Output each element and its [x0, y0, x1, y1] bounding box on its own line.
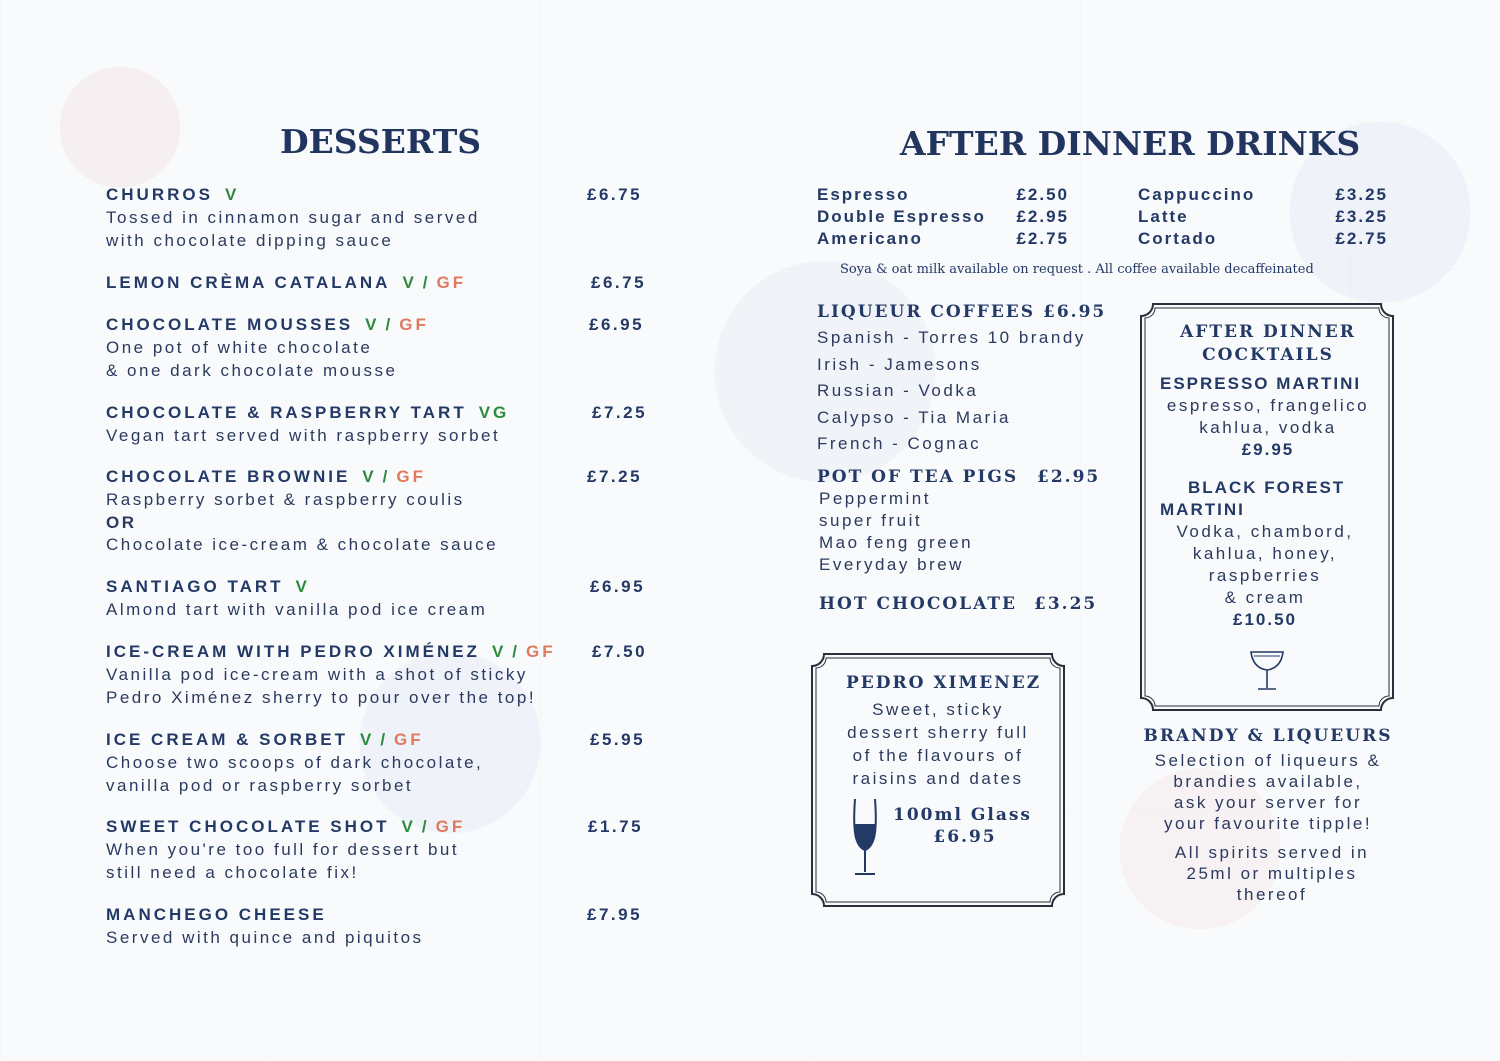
- badge-separator: /: [422, 273, 431, 292]
- dessert-description-line: with chocolate dipping sauce: [106, 230, 394, 250]
- black-forest-name-2: MARTINI: [1160, 500, 1245, 519]
- coffee-price: £2.95: [1016, 207, 1069, 226]
- spirits-note: [1147, 842, 1397, 905]
- liqueur-coffee-item: French - Cognac: [817, 434, 982, 453]
- cocktails-title-1: AFTER DINNER: [1180, 322, 1356, 342]
- coffee-name: Latte: [1138, 207, 1189, 226]
- espresso-martini-description: [1143, 395, 1393, 461]
- cocktails-title-2: COCKTAILS: [1202, 345, 1334, 365]
- dessert-item: [106, 730, 483, 797]
- pedro-line: of the flavours of: [852, 746, 1024, 765]
- dessert-description-line: One pot of white chocolate: [106, 338, 373, 357]
- dessert-name: MANCHEGO CHEESE: [106, 905, 327, 924]
- coffee-item: [817, 184, 1069, 206]
- gluten-free-badge: GF: [394, 730, 424, 749]
- dessert-item: [106, 577, 487, 622]
- tea-item: super fruit: [819, 511, 923, 530]
- liqueur-coffee-item: Irish - Jamesons: [817, 354, 982, 374]
- spirits-line: 25ml or multiples: [1186, 864, 1358, 883]
- brandy-description: [1143, 750, 1393, 834]
- dessert-description-line: & one dark chocolate mousse: [106, 360, 398, 380]
- dessert-description-line: Choose two scoops of dark chocolate,: [106, 753, 484, 772]
- dessert-name: ICE CREAM & SORBET: [106, 730, 348, 749]
- vegetarian-badge: V: [362, 467, 377, 486]
- brandy-line: ask your server for: [1173, 793, 1363, 812]
- dessert-description-line: still need a chocolate fix!: [106, 862, 359, 882]
- pedro-description: [818, 698, 1058, 790]
- dessert-description-line: OR: [106, 512, 137, 532]
- dessert-price: £5.95: [590, 730, 646, 749]
- dessert-name-line: [106, 403, 509, 425]
- dessert-description-line: Pedro Ximénez sherry to pour over the top!: [106, 687, 537, 707]
- dessert-item: [106, 642, 556, 709]
- black-forest-price: £10.50: [1233, 610, 1297, 629]
- drinks-title: AFTER DINNER DRINKS: [900, 124, 1361, 163]
- dessert-description-line: Raspberry sorbet & raspberry coulis: [106, 490, 465, 509]
- desserts-title: DESSERTS: [280, 122, 482, 161]
- dessert-item: [106, 467, 498, 557]
- liqueur-coffees-price: £6.95: [1043, 302, 1107, 322]
- dessert-name-line: [106, 273, 466, 295]
- hot-chocolate-price: £3.25: [1034, 594, 1098, 614]
- dessert-description-line: Chocolate ice-cream & chocolate sauce: [106, 535, 499, 554]
- badge-separator: /: [380, 730, 389, 749]
- dessert-description-line: vanilla pod or raspberry sorbet: [106, 775, 414, 795]
- liqueur-coffee-list: [817, 325, 1086, 458]
- espresso-martini-line: espresso, frangelico: [1166, 396, 1370, 415]
- coffee-name: Americano: [817, 229, 923, 248]
- tea-title: POT OF TEA PIGS: [817, 467, 1019, 487]
- brandy-line: your favourite tipple!: [1163, 814, 1373, 833]
- coffee-name: Espresso: [817, 185, 910, 204]
- coffee-item: [1138, 228, 1388, 250]
- dessert-name: SANTIAGO TART: [106, 577, 284, 596]
- dessert-name-line: [106, 730, 483, 752]
- gluten-free-badge: GF: [435, 817, 466, 836]
- black-forest-description: [1140, 521, 1390, 631]
- tea-item: Peppermint: [819, 489, 931, 508]
- gluten-free-badge: GF: [526, 642, 556, 661]
- vegetarian-badge: V: [365, 315, 380, 334]
- coffee-item: [817, 228, 1069, 250]
- coffee-price: £3.25: [1335, 207, 1388, 226]
- espresso-martini-price: £9.95: [1241, 440, 1295, 459]
- dessert-price: £6.95: [589, 315, 645, 334]
- vegetarian-badge: V: [224, 185, 240, 204]
- black-forest-line: & cream: [1224, 588, 1306, 607]
- dessert-name-line: [106, 467, 498, 489]
- pedro-title: PEDRO XIMENEZ: [846, 673, 1042, 693]
- vegetarian-badge: VG: [478, 403, 510, 422]
- liqueur-coffee-item: Russian - Vodka: [817, 381, 979, 400]
- dessert-price: £6.75: [591, 273, 647, 292]
- liqueur-coffee-item: Spanish - Torres 10 brandy: [817, 328, 1086, 347]
- dessert-name-line: [106, 817, 465, 839]
- coffee-list-right: [1138, 184, 1388, 250]
- dessert-name-line: [106, 315, 429, 337]
- coffee-price: £2.75: [1016, 229, 1069, 248]
- gluten-free-badge: GF: [396, 467, 426, 486]
- dessert-description-line: When you're too full for dessert but: [106, 840, 460, 859]
- cocktail-glass-icon: [1248, 650, 1286, 692]
- dessert-description-line: Tossed in cinnamon sugar and served: [106, 208, 480, 227]
- dessert-price: £7.25: [592, 403, 648, 422]
- liqueur-coffees-title: LIQUEUR COFFEES: [817, 302, 1036, 322]
- coffee-name: Cappuccino: [1138, 185, 1256, 204]
- coffee-item: [817, 206, 1069, 228]
- coffee-price: £2.75: [1335, 229, 1388, 248]
- pedro-line: Sweet, sticky: [872, 700, 1004, 719]
- dessert-description-line: Vanilla pod ice-cream with a shot of sticky: [106, 665, 528, 684]
- coffee-price: £3.25: [1335, 185, 1388, 204]
- tea-item: Mao feng green: [819, 533, 974, 552]
- dessert-name: SWEET CHOCOLATE SHOT: [106, 817, 390, 836]
- spirits-line: All spirits served in: [1174, 843, 1370, 862]
- black-forest-line: kahlua, honey,: [1192, 544, 1338, 563]
- dessert-price: £6.95: [590, 577, 646, 596]
- coffee-name: Double Espresso: [817, 207, 986, 226]
- dessert-item: [106, 905, 424, 950]
- pedro-line: dessert sherry full: [847, 723, 1029, 742]
- dessert-item: [106, 273, 466, 295]
- black-forest-name-1: BLACK FOREST: [1188, 478, 1346, 497]
- vegetarian-badge: V: [295, 577, 310, 596]
- brandy-line: brandies available,: [1173, 772, 1363, 791]
- dessert-name-line: [106, 642, 556, 664]
- vegetarian-badge: V: [359, 730, 375, 749]
- espresso-martini-name: ESPRESSO MARTINI: [1160, 374, 1362, 393]
- gluten-free-badge: GF: [399, 315, 429, 334]
- brandy-line: Selection of liqueurs &: [1154, 751, 1382, 770]
- dessert-description-line: Served with quince and piquitos: [106, 928, 424, 947]
- dessert-price: £7.25: [587, 467, 643, 486]
- dessert-item: [106, 403, 509, 448]
- coffee-item: [1138, 206, 1388, 228]
- dessert-description-line: Almond tart with vanilla pod ice cream: [106, 600, 488, 619]
- coffee-price: £2.50: [1016, 185, 1069, 204]
- tea-item: Everyday brew: [819, 555, 964, 574]
- dessert-item: [106, 315, 429, 382]
- dessert-description-line: Vegan tart served with raspberry sorbet: [106, 426, 501, 445]
- dessert-name: CHURROS: [106, 185, 213, 204]
- black-forest-line: Vodka, chambord,: [1176, 522, 1354, 541]
- vegetarian-badge: V: [401, 817, 416, 836]
- dessert-price: £7.50: [592, 642, 648, 661]
- brandy-title: BRANDY & LIQUEURS: [1143, 726, 1393, 746]
- dessert-price: £6.75: [587, 185, 643, 204]
- dessert-item: [106, 817, 465, 884]
- dessert-name: CHOCOLATE BROWNIE: [106, 467, 351, 486]
- badge-separator: /: [382, 467, 391, 486]
- spirits-line: thereof: [1236, 885, 1308, 904]
- coffee-item: [1138, 184, 1388, 206]
- gluten-free-badge: GF: [436, 273, 467, 292]
- dessert-name-line: [106, 185, 480, 207]
- vegetarian-badge: V: [402, 273, 417, 292]
- milk-note: Soya & oat milk available on request . All coffee available decaffeinated: [840, 262, 1314, 277]
- dessert-name: CHOCOLATE MOUSSES: [106, 315, 354, 334]
- liqueur-coffee-item: Calypso - Tia Maria: [817, 407, 1011, 427]
- dessert-item: [106, 185, 480, 252]
- espresso-martini-line: kahlua, vodka: [1199, 418, 1337, 437]
- pedro-line: raisins and dates: [852, 769, 1024, 788]
- pedro-price: £6.95: [933, 827, 997, 847]
- dessert-name-line: [106, 905, 424, 927]
- badge-separator: /: [512, 642, 521, 661]
- vegetarian-badge: V: [491, 642, 507, 661]
- pedro-glass-size: 100ml Glass: [893, 805, 1032, 825]
- coffee-name: Cortado: [1138, 229, 1218, 248]
- dessert-name-line: [106, 577, 487, 599]
- black-forest-line: raspberries: [1208, 566, 1322, 585]
- tea-price: £2.95: [1037, 467, 1101, 487]
- dessert-name: ICE-CREAM WITH PEDRO XIMÉNEZ: [106, 642, 480, 661]
- coffee-list-left: [817, 184, 1069, 250]
- tea-list: [819, 488, 973, 576]
- dessert-price: £7.95: [587, 905, 643, 924]
- badge-separator: /: [421, 817, 430, 836]
- dessert-name: CHOCOLATE & RASPBERRY TART: [106, 403, 467, 422]
- dessert-name: LEMON CRÈMA CATALANA: [106, 273, 391, 292]
- badge-separator: /: [385, 315, 394, 334]
- dessert-price: £1.75: [588, 817, 644, 836]
- sherry-glass-icon: [850, 796, 880, 878]
- hot-chocolate-title: HOT CHOCOLATE: [819, 594, 1018, 614]
